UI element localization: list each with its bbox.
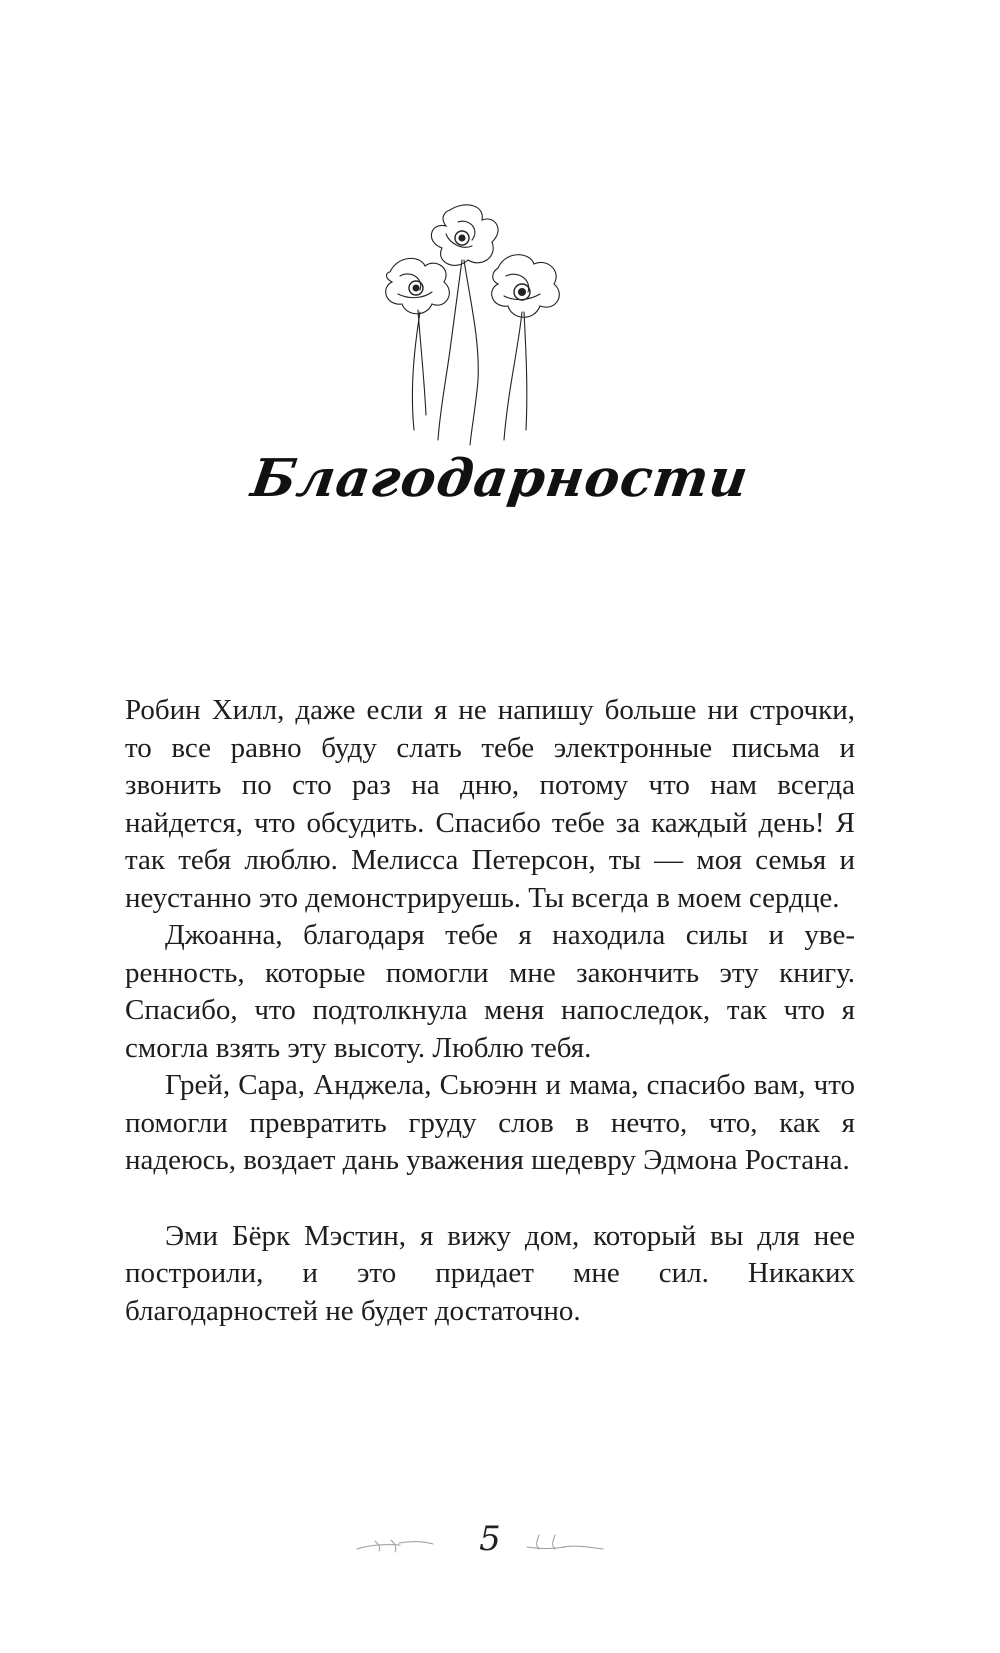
flourish-left-icon — [355, 1535, 435, 1555]
paragraph: Робин Хилл, даже если я не напишу больше ни строчки, то все равно буду слать тебе электронные письма и звонить по сто раз на дню, потому что нам всегда найдется, что обсудить. Спасибо тебе за каждый день! Я так тебя люблю. Мелисса Петерсон, ты — моя семья и неустанно это демонстрируешь. Ты всегда в моем сердце. — [125, 694, 855, 914]
paragraph: Джоанна, благодаря тебе я находила силы и уверенность, которые помогли мне закончить эту книгу. Спасибо, что подтолкнула меня напоследок, так что я смогла взять эту высоту. Люблю тебя. — [125, 919, 855, 1064]
body-text — [125, 692, 855, 1330]
page-number: 5 — [479, 1519, 501, 1559]
paragraph: Грей, Сара, Анджела, Сьюэнн и мама, спасибо вам, что помогли превратить груду слов в нечто, что, как я надеюсь, воздает дань уважения шедевру Эдмона Ростана. — [125, 1069, 855, 1176]
flourish-right-icon — [525, 1531, 605, 1555]
paragraph: Эми Бёрк Мэстин, я вижу дом, который вы для нее построили, и это придает мне сил. Никаких благодарностей не будет достаточно. — [125, 1219, 855, 1327]
page-footer — [0, 1515, 1000, 1565]
poppy-flowers-icon — [380, 200, 580, 450]
chapter-title: Благодарности — [247, 448, 753, 509]
